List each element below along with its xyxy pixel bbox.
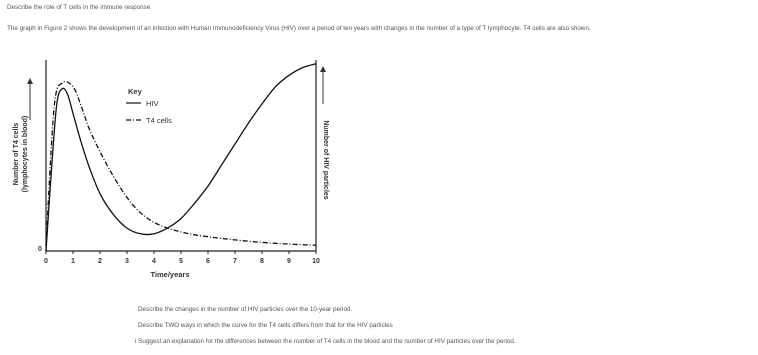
question-part-3: i Suggest an explanation for the differences between the number of T4 cells in the blood and the number of HIV particles over the period.	[135, 338, 516, 345]
y-axis-label-line-2: (lymphocytes in blood)	[22, 115, 29, 193]
x-tick-label-7: 7	[233, 258, 237, 265]
x-tick-label-1: 1	[71, 258, 75, 265]
series-line-t4-cells	[46, 81, 316, 245]
y-axis-label-line-1: Number of T4 cells	[13, 122, 20, 186]
series-layer	[46, 64, 316, 251]
question-intro: The graph in Figure 2 shows the development of an infection with Human Immunodeficiency Virus (HIV) over a period of ten years with changes in the number of a type of T lymphocyte. T4 cells are also shown.	[7, 25, 591, 32]
legend-title: Key	[128, 87, 142, 96]
legend-hiv-label: HIV	[146, 99, 159, 108]
x-axis-label: Time/years	[150, 270, 190, 279]
chart-legend	[126, 87, 172, 125]
x-tick-label-0: 0	[44, 258, 48, 265]
x-tick-label-5: 5	[179, 258, 183, 265]
x-tick-group	[44, 251, 320, 265]
y-axis-left-arrow	[27, 78, 33, 120]
x-tick-label-4: 4	[152, 258, 156, 265]
chart-axes	[46, 60, 316, 251]
question-part-1: Describe the changes in the number of HIV particles over the 10-year period.	[138, 306, 353, 313]
series-line-hiv	[46, 64, 316, 251]
y-axis-right-arrow	[320, 66, 326, 104]
x-tick-label-8: 8	[260, 258, 264, 265]
question-title: Describe the role of T cells in the immune response	[7, 4, 151, 11]
question-part-2: Describe TWO ways in which the curve for the T4 cells differs from that for the HIV particles	[138, 322, 393, 329]
x-tick-label-9: 9	[287, 258, 291, 265]
x-tick-label-3: 3	[125, 258, 129, 265]
x-tick-label-10: 10	[312, 258, 320, 265]
hiv-t4-chart	[0, 40, 758, 300]
y-axis-label-right	[322, 120, 329, 199]
y-axis-label-right-text: Number of HIV particles	[322, 120, 329, 200]
y-tick-label-0: 0	[38, 246, 42, 253]
legend-t4-label: T4 cells	[146, 116, 172, 125]
x-tick-label-2: 2	[98, 258, 102, 265]
x-tick-label-6: 6	[206, 258, 210, 265]
y-axis-label-left	[13, 116, 29, 193]
